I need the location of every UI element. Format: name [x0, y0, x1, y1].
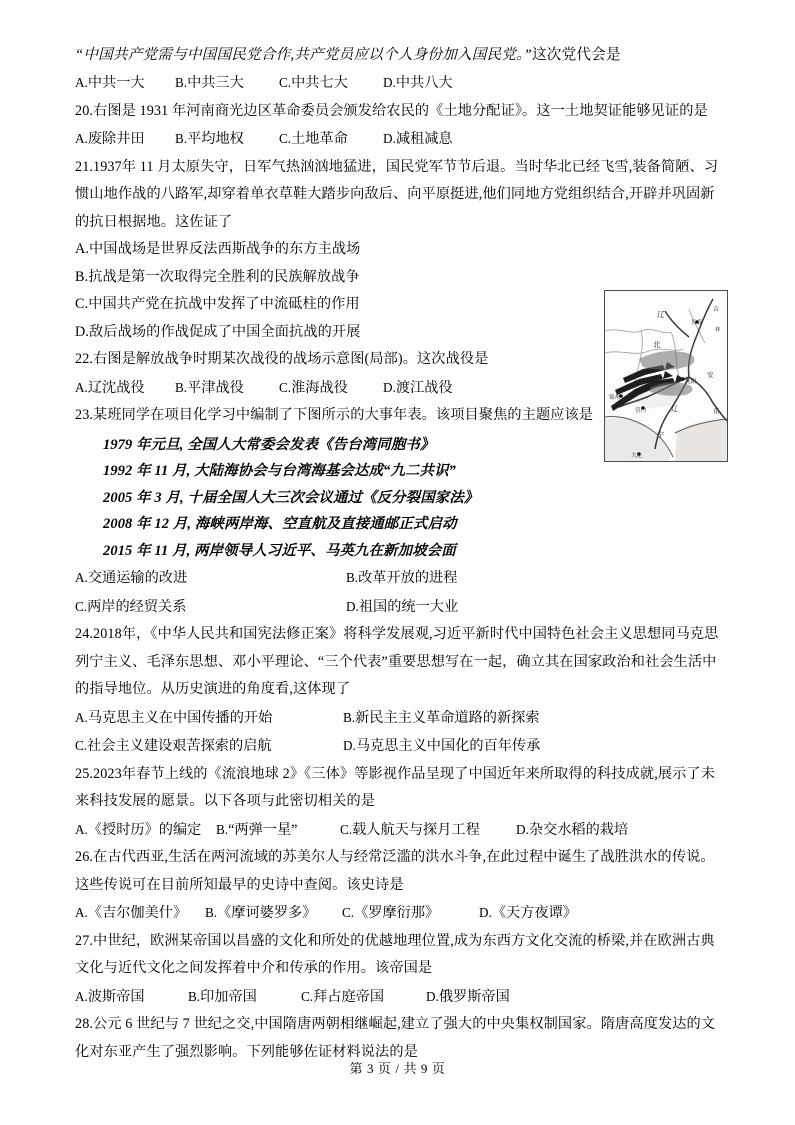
question-23-options-row-1	[75, 564, 723, 593]
question-23-options-row-2	[75, 593, 723, 622]
option-b-text: 《摩诃婆罗多》	[217, 905, 317, 921]
option-b[interactable]	[188, 983, 301, 1012]
question-21-stem-line-2: 惯山地作战的八路军,却穿着单衣草鞋大踏步向敌后、向平原挺进,他们同地方党组织结合,开辟并巩固新	[75, 186, 715, 202]
question-20-options	[75, 125, 723, 154]
question-25-stem-line-2: 来科技发展的愿景。以下各项与此密切相关的是	[75, 793, 376, 809]
option-d-label: D.	[346, 598, 359, 614]
option-d-label: D.	[383, 379, 396, 395]
option-b-text: 中共三大	[187, 75, 244, 91]
question-22-stem: 22.右图是解放战争时期某次战役的战场示意图(局部)。这次战役是	[75, 351, 489, 367]
option-d-label: D.	[426, 988, 439, 1004]
question-25-options	[75, 816, 723, 845]
option-a-label: A.	[75, 570, 88, 585]
option-b-text: 新民主主义革命道路的新探索	[355, 709, 540, 726]
map-label-changchun: 长春	[691, 320, 703, 326]
option-c-label: C.	[279, 131, 292, 146]
question-27-options	[75, 983, 723, 1012]
option-a[interactable]	[75, 983, 188, 1012]
map-label-shenyang: 沈阳	[685, 379, 697, 385]
option-a-label: A.	[75, 709, 88, 725]
option-b-label: B.	[188, 988, 201, 1004]
question-21-stem	[75, 154, 723, 237]
question-24-stem-line-3: 的指导地位。从历史演进的角度看,这体现了	[75, 681, 351, 697]
map-label-bei: 北	[653, 340, 661, 349]
option-c[interactable]	[75, 732, 343, 761]
option-c-text: 社会主义建设艰苦探索的启航	[87, 738, 272, 754]
option-c-text: 淮海战役	[291, 379, 348, 396]
map-label-jinzhou: 锦州	[609, 395, 621, 401]
question-23-stem: 23.某班同学在项目化学习中编制了下图所示的大事年表。该项目聚焦的主题应该是	[75, 407, 594, 423]
option-d-text: 俄罗斯帝国	[438, 988, 510, 1005]
option-c-text: 土地革命	[291, 131, 348, 147]
option-c[interactable]	[279, 125, 383, 154]
option-c-text: 中国共产党在抗战中发挥了中流砥柱的作用	[88, 296, 360, 312]
option-c-label: C.	[342, 905, 355, 920]
option-a-text: 中共一大	[87, 75, 145, 91]
option-d[interactable]	[346, 593, 458, 622]
option-b[interactable]	[346, 564, 457, 593]
question-19-quote-line	[75, 42, 723, 69]
option-b-label: B.	[216, 821, 229, 837]
question-20-stem: 20.右图是 1931 年河南商光边区革命委员会颁发给农民的《土地分配证》。这一土地契证能够见证的是	[75, 102, 708, 119]
option-c-text: 两岸的经贸关系	[87, 598, 187, 615]
option-c[interactable]	[75, 593, 346, 622]
question-24-stem-line-1: 24.2018年，《中华人民共和国宪法修正案》将科学发展观,习近平新时代中国特色社会主义思想同马克思	[75, 626, 719, 642]
question-24-stem-line-2: 列宁主义、毛泽东思想、邓小平理论、“三个代表”重要思想写在一起，确立其在国家政治和社会生活中	[75, 653, 717, 670]
option-a[interactable]	[75, 816, 216, 845]
option-a-text: 中国战场是世界反法西斯战争的东方主战场	[89, 241, 361, 257]
question-27-stem	[75, 928, 723, 983]
option-a-label: A.	[75, 988, 88, 1004]
timeline-entry: 2005 年 3 月, 十届全国人大三次会议通过《反分裂国家法》	[103, 489, 479, 506]
option-b-label: B.	[175, 131, 188, 146]
option-b[interactable]	[175, 69, 279, 98]
option-a-label: A.	[75, 241, 89, 257]
option-c[interactable]	[279, 374, 383, 403]
option-c-label: C.	[279, 75, 292, 90]
map-label-dalian: 大连	[631, 453, 642, 459]
question-26-stem-line-1: 26.在古代西亚,生活在两河流域的苏美尔人与经常泛滥的洪水斗争,在此过程中诞生了战胜洪水的传说。	[75, 849, 715, 865]
option-d[interactable]	[343, 732, 540, 761]
page-footer-text: 第 3 页 / 共 9 页	[349, 1061, 446, 1076]
option-d-label: D.	[479, 905, 492, 920]
option-c-label: C.	[75, 738, 88, 753]
option-b[interactable]	[175, 125, 279, 154]
option-b[interactable]	[175, 374, 279, 403]
option-b-label: B.	[343, 709, 356, 725]
battle-map-figure	[604, 290, 728, 462]
option-a-text: 交通运输的改进	[87, 570, 188, 586]
option-d-text: 渡江战役	[395, 379, 453, 396]
question-24-options-row-2	[75, 732, 723, 761]
option-d-text: 减租减息	[395, 131, 453, 147]
option-a-text: 《吉尔伽美什》	[87, 905, 188, 921]
option-a-text: 废除井田	[87, 131, 145, 147]
question-27-stem-line-2: 文化与近代文化之间发挥着中介和传承的作用。该帝国是	[75, 960, 433, 976]
option-d[interactable]	[383, 374, 453, 403]
option-d[interactable]	[426, 983, 510, 1012]
map-label-dong: 东	[713, 407, 720, 415]
map-label-an: 安	[707, 371, 714, 379]
option-d-text: 杂交水稻的栽培	[528, 821, 629, 838]
option-c[interactable]	[340, 816, 516, 845]
option-b-text: 平均地权	[187, 131, 244, 147]
question-26-options	[75, 899, 723, 928]
option-a-text: 波斯帝国	[87, 988, 145, 1005]
timeline-entry: 1992 年 11 月, 大陆海协会与台湾海基会达成“九二共识”	[103, 463, 456, 479]
question-24-options-row-1	[75, 704, 723, 733]
question-21-stem-line-3: 的抗日根据地。这佐证了	[75, 213, 233, 230]
option-c-text: 《罗摩衍那》	[354, 905, 440, 921]
option-d-text: 祖国的统一大业	[358, 598, 459, 615]
option-d[interactable]	[516, 816, 628, 845]
option-b-label: B.	[205, 905, 218, 920]
option-d-label: D.	[75, 323, 89, 340]
option-d-label: D.	[383, 75, 396, 90]
option-a[interactable]	[75, 69, 175, 98]
option-c[interactable]	[279, 69, 383, 98]
option-b-text: “两弹一星”	[228, 821, 298, 838]
map-label-liao2: 辽	[671, 405, 678, 413]
question-27-stem-line-1: 27.中世纪，欧洲某帝国以昌盛的文化和所处的优越地理位置,成为东西方文化交流的桥梁,并在欧洲古典	[75, 932, 715, 949]
option-d[interactable]	[383, 125, 453, 154]
option-a-label: A.	[75, 379, 88, 395]
battle-map-svg	[605, 291, 727, 461]
option-b-label: B.	[75, 268, 89, 285]
question-25-stem-line-1: 25.2023年春节上线的《流浪地球 2》《三体》等影视作品呈现了中国近年来所取得的科技成就,展示了未	[75, 765, 715, 782]
option-d-label: D.	[516, 821, 529, 837]
question-28-stem-line-2: 化对东亚产生了强烈影响。下列能够佐证材料说法的是	[75, 1043, 418, 1060]
option-d[interactable]	[479, 899, 577, 928]
option-d-text: 马克思主义中国化的百年传承	[355, 738, 541, 754]
question-28-stem-line-1: 28.公元 6 世纪与 7 世纪之交,中国隋唐两朝相继崛起,建立了强大的中央集权制国家。隋唐高度发达的文	[75, 1016, 716, 1032]
option-a[interactable]	[75, 564, 346, 593]
option-c-text: 拜占庭帝国	[313, 988, 385, 1005]
question-19-quote-tail: 这次党代会是	[532, 47, 621, 63]
option-d-label: D.	[343, 738, 356, 753]
option-d-text: 《天方夜谭》	[491, 905, 577, 921]
option-b-label: B.	[346, 570, 359, 585]
question-24-stem	[75, 621, 723, 704]
option-b-text: 抗战是第一次取得完全胜利的民族解放战争	[88, 268, 360, 285]
option-a-label: A.	[75, 75, 88, 90]
option-b-text: 平津战役	[187, 379, 244, 396]
timeline-entry: 2015 年 11 月, 两岸领导人习近平、马英九在新加坡会面	[103, 542, 456, 559]
question-21-option-a[interactable]	[75, 236, 723, 264]
timeline-entry: 1979 年元旦, 全国人大常委会发表《告台湾同胞书》	[103, 436, 435, 453]
option-b-label: B.	[175, 379, 188, 395]
option-b-text: 印加帝国	[200, 988, 257, 1005]
option-c-label: C.	[75, 296, 89, 312]
page-footer	[0, 1058, 795, 1077]
question-26-stem-line-2: 这些传说可在目前所知最早的史诗中查阅。该史诗是	[75, 876, 404, 893]
option-b-text: 改革开放的进程	[358, 570, 458, 586]
option-a[interactable]	[75, 374, 175, 403]
option-d-label: D.	[383, 131, 396, 146]
option-c[interactable]	[301, 983, 426, 1012]
option-a-text: 辽沈战役	[87, 379, 145, 396]
option-c[interactable]	[342, 899, 479, 928]
option-b[interactable]	[343, 704, 540, 733]
map-label-ning: 宁	[657, 431, 664, 439]
option-a-label: A.	[75, 131, 88, 146]
option-d-text: 敌后战场的作战促成了中国全面抗战的开展	[89, 323, 361, 340]
option-a-text: 《授时历》的编定	[87, 821, 202, 838]
map-label-yingkou: 营口	[635, 408, 647, 414]
question-19-quote-text: “中国共产党需与中国国民党合作,共产党员应以个人身份加入国民党。”	[75, 47, 532, 63]
question-19-options	[75, 69, 723, 98]
option-d[interactable]	[383, 69, 453, 98]
option-b[interactable]	[205, 899, 342, 928]
question-25-stem	[75, 761, 723, 816]
question-21-option-b[interactable]	[75, 264, 723, 292]
option-a-label: A.	[75, 905, 88, 920]
option-b[interactable]	[216, 816, 340, 845]
option-a[interactable]	[75, 125, 175, 154]
option-b-label: B.	[175, 75, 188, 90]
map-label-liao: 辽	[657, 310, 665, 319]
question-26-stem	[75, 844, 723, 899]
timeline-entry: 2008 年 12 月, 海峡两岸海、空直航及直接通邮正式启动	[103, 516, 457, 532]
map-label-lin: 林	[715, 327, 721, 333]
exam-content-column	[75, 42, 723, 1066]
option-a-text: 马克思主义在中国传播的开始	[87, 709, 273, 726]
question-21-stem-line-1: 21.1937年 11 月太原失守，日军气热汹汹地猛进，国民党军节节后退。当时华北已经飞雪,装备简陋、习	[75, 158, 719, 175]
option-d-text: 中共八大	[395, 75, 453, 91]
option-c-text: 中共七大	[291, 75, 348, 91]
option-c-label: C.	[279, 379, 292, 395]
option-c-label: C.	[301, 988, 314, 1004]
option-c-text: 载人航天与探月工程	[352, 821, 480, 838]
option-a[interactable]	[75, 704, 343, 733]
option-c-label: C.	[75, 598, 88, 614]
option-a-label: A.	[75, 821, 88, 837]
option-c-label: C.	[340, 821, 353, 837]
map-label-ji: 吉	[713, 306, 720, 313]
option-a[interactable]	[75, 899, 205, 928]
